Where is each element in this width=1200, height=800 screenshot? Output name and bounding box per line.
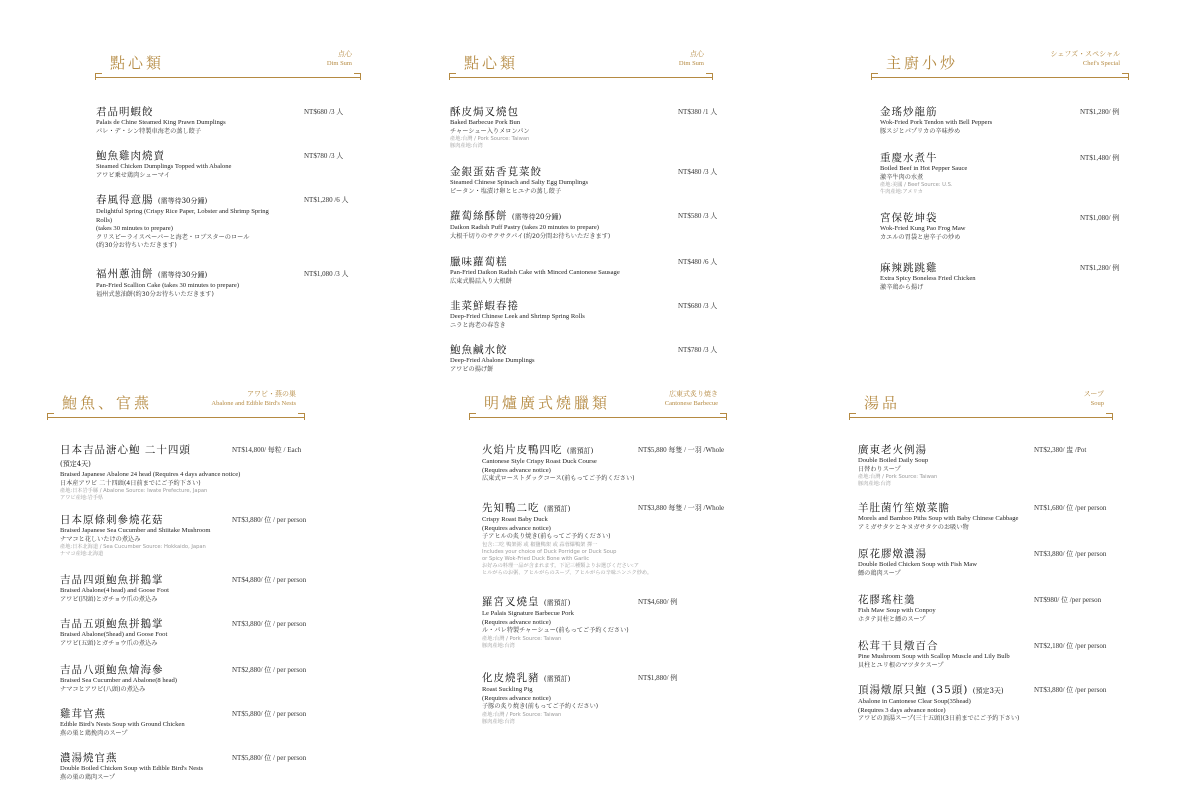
- item-japanese: チャーシュー入りメロンパン: [450, 127, 530, 135]
- section-header: [872, 50, 1128, 84]
- item-english-note: (Requires advance notice): [482, 694, 551, 702]
- section-abalone-birds-nest: [48, 390, 307, 790]
- item-english: Wok-Fried Pork Tendon with Bell Peppers: [880, 119, 993, 126]
- item-english: Le Palais Signature Barbecue Pork: [482, 610, 574, 617]
- section-header: [850, 390, 1112, 424]
- item-name: 羊肚菌竹笙燉菜膽: [858, 502, 950, 514]
- item-english: Wok-Fried Kung Pao Frog Maw: [880, 225, 966, 232]
- item-note: (需預訂): [543, 599, 571, 607]
- menu-item: [482, 444, 726, 484]
- section-title: 點心類: [110, 54, 165, 72]
- item-price: NT$3,880/ 位 /per person: [1034, 686, 1107, 694]
- item-english-note: (Requires advance notice): [482, 466, 551, 474]
- item-origin-jp: 豚肉産地:台湾: [858, 481, 891, 487]
- item-japanese: ナマコと花しいたけの煮込み: [60, 535, 141, 543]
- item-origin-jp: ナマコ産地:北海道: [60, 551, 104, 557]
- ornament-rule: [872, 77, 1128, 78]
- section-header: [96, 50, 360, 84]
- item-price: NT$480 /3 人: [678, 168, 718, 176]
- item-origin: 產地:日本北海道 / Sea Cucumber Source: Hokkaido, Japan: [60, 544, 206, 550]
- section-subtitle-jp: スープ: [1083, 390, 1104, 398]
- item-japanese: 子豚の炙り焼き(前もってご予約ください): [482, 703, 599, 710]
- item-name: 蘿蔔絲酥餅: [450, 210, 508, 222]
- menu-item: [450, 166, 718, 196]
- item-english-note: (takes 30 minutes to prepare): [96, 225, 173, 232]
- menu-item: [858, 640, 1112, 670]
- item-english: Crispy Roast Baby Duck: [482, 516, 548, 523]
- item-price: NT$380 /1 人: [678, 108, 718, 116]
- item-japanese: 日替わりスープ: [858, 465, 901, 473]
- item-name: 春風得意腸: [96, 194, 154, 206]
- item-price: NT$980/ 位 /per person: [1034, 596, 1102, 604]
- item-japanese: アワビの頂湯スープ(三十五頭)(3日前までにご予約下さい): [858, 715, 1020, 722]
- item-name: 日本原條刺參燒花菇: [60, 514, 164, 526]
- item-price: NT$5,880/ 位 / per person: [232, 754, 307, 762]
- menu-item: [60, 444, 304, 502]
- section-subtitle-en: Cantonese Barbecue: [664, 400, 718, 407]
- item-japanese: アワビ(五頭)とガチョウ爪の煮込み: [60, 639, 158, 647]
- menu-item: [450, 256, 718, 286]
- item-price: NT$1,680/ 位 /per person: [1034, 504, 1107, 512]
- item-note: (預定4天): [60, 460, 91, 468]
- item-price: NT$5,880/ 位 / per person: [232, 710, 307, 718]
- item-name: 頂湯燉原只鮑 (35頭): [858, 684, 969, 696]
- item-japanese: 大根千切りのサクサクパイ(約20分間お待ちいただきます): [450, 232, 611, 240]
- item-name: 日本吉品溏心鮑 二十四頭: [60, 444, 191, 456]
- section-soup: [850, 390, 1112, 750]
- item-japanese: ナマコとアワビ(八頭)の煮込み: [60, 685, 146, 693]
- item-name: 金瑤炒龍筋: [880, 106, 938, 118]
- item-english: Delightful Spring (Crispy Rice Paper, Lobster and Shrimp Spring Rolls): [96, 208, 269, 224]
- item-price: NT$4,680/ 例: [638, 598, 678, 606]
- menu-item: [872, 212, 1128, 242]
- menu-item: [96, 150, 360, 180]
- item-origin: 產地:台灣 / Pork Source: Taiwan: [482, 635, 562, 642]
- item-note: (需等待30分鐘): [157, 197, 208, 205]
- item-name: 重慶水煮牛: [880, 152, 938, 164]
- item-price: NT$2,180/ 位 /per person: [1034, 642, 1107, 650]
- item-price: NT$3,880/ 位 / per person: [232, 516, 307, 524]
- item-english: Deep-Fried Chinese Leek and Shrimp Spring Rolls: [450, 313, 585, 320]
- item-name: 廣東老火例湯: [858, 444, 927, 456]
- item-english: Extra Spicy Boneless Fried Chicken: [880, 275, 976, 282]
- item-includes-jp-2: ヒルがらのお粥、アヒルがらのスープ、アヒルがらの辛味ニンニク炒め。: [482, 569, 653, 576]
- item-origin: 產地:日本岩手縣 / Abalone Source: Iwate Prefecture, Japan: [60, 488, 208, 494]
- menu-item: [60, 514, 307, 558]
- item-english: Pan-Fried Scallion Cake (takes 30 minutes to prepare): [96, 282, 240, 289]
- menu-item: [96, 194, 360, 251]
- item-origin-jp: 豚肉産地:台湾: [482, 718, 515, 725]
- item-price: NT$780 /3 人: [678, 346, 718, 354]
- item-price: NT$480 /6 人: [678, 258, 718, 266]
- item-price: NT$2,880/ 位 / per person: [232, 666, 307, 674]
- item-note: (需預訂): [566, 447, 594, 455]
- menu-item: [450, 344, 718, 374]
- item-english: Edible Bird's Nests Soup with Ground Chicken: [60, 721, 185, 728]
- item-name: 吉品五頭鮑魚拼鵝掌: [60, 618, 164, 630]
- item-name: 君品明蝦餃: [96, 106, 154, 118]
- menu-item: [482, 596, 726, 650]
- menu-item: [482, 672, 726, 726]
- item-japanese: ル・パレ特製チャーシュー(前もってご予約ください): [482, 627, 629, 634]
- item-english: Cantonese Style Crispy Roast Duck Course: [482, 458, 597, 465]
- item-origin: 產地:台灣 / Pork Source: Taiwan: [482, 711, 562, 718]
- item-english: Braised Abalone(4 head) and Goose Foot: [60, 587, 169, 594]
- item-english: Morels and Bamboo Piths Soup with Baby Chinese Cabbage: [858, 515, 1019, 522]
- item-price: NT$1,280/ 例: [1080, 264, 1120, 272]
- menu-item: [450, 106, 718, 150]
- item-name: 福州蔥油餅: [96, 268, 154, 280]
- menu-item: [60, 618, 307, 648]
- item-price: NT$4,880/ 位 / per person: [232, 576, 307, 584]
- item-price: NT$2,380/ 盅 /Pot: [1034, 446, 1087, 454]
- item-english: Steamed Chinese Spinach and Salty Egg Dumplings: [450, 179, 589, 186]
- item-name: 吉品八頭鮑魚燴海參: [60, 664, 164, 676]
- ornament-rule: [470, 417, 726, 418]
- item-english-note: (Requires 3 days advance notice): [858, 706, 946, 714]
- section-header: [48, 390, 304, 424]
- item-name: 麻辣跳跳雞: [880, 262, 938, 274]
- item-name: 花膠瑤柱羹: [858, 594, 916, 606]
- section-header: [470, 390, 726, 424]
- menu-item: [450, 300, 718, 330]
- item-japanese: 鰾の鶏肉スープ: [858, 569, 901, 577]
- section-subtitle-en: Dim Sum: [326, 60, 352, 67]
- item-japanese: クリスピーライスペーパーと海老・ロブスターのロール: [96, 233, 250, 241]
- section-subtitle-en: Chef's Special: [1082, 60, 1120, 67]
- menu-item: [858, 444, 1112, 488]
- item-origin-jp: 牛肉産地:アメリカ: [880, 189, 923, 195]
- menu-item: [60, 708, 307, 738]
- item-english: Palais de Chine Steamed King Prawn Dumplings: [96, 119, 226, 126]
- item-name: 先知鴨二吃: [482, 502, 540, 514]
- item-english: Braised Sea Cucumber and Abalone(8 head): [60, 677, 178, 684]
- item-english: Pine Mushroom Soup with Scallop Muscle and Lily Bulb: [858, 653, 1010, 660]
- item-includes: 包含:二吃 鴨架粥 或 椒鹽鴨架 或 蒜蓉爆鴨架 擇一: [482, 541, 598, 548]
- item-price: NT$1,280 /6 人: [304, 196, 349, 204]
- item-japanese: 福州式葱油餅(約30分お待ちいただきます): [96, 290, 214, 298]
- section-chefs-special: [872, 50, 1128, 310]
- item-japanese: 日本産アワビ 二十四頭(4日前までにご予約下さい): [60, 479, 201, 487]
- menu-item: [872, 152, 1128, 196]
- section-dimsum-1: [96, 50, 360, 350]
- item-japanese: 激辛鶏から揚げ: [880, 283, 924, 291]
- item-price: NT$1,880/ 例: [638, 674, 678, 682]
- item-includes-en-2: or Spicy Wok-Fried Duck Bone with Garlic: [482, 555, 590, 562]
- item-japanese: 燕の巣と鶏挽肉のスープ: [60, 729, 128, 737]
- item-english: Pan-Fried Daikon Radish Cake with Minced Cantonese Sausage: [450, 269, 620, 276]
- item-english: Braised Abalone(5head) and Goose Foot: [60, 631, 168, 638]
- item-name: 雞茸官燕: [60, 708, 106, 720]
- item-note: (需預訂): [543, 505, 571, 513]
- item-english: Daikon Radish Puff Pastry (takes 20 minutes to prepare): [450, 224, 599, 231]
- ornament-rule: [850, 417, 1112, 418]
- item-origin-jp: 豚肉産地:台湾: [450, 143, 483, 149]
- item-name: 金銀蛋菇香莧菜餃: [450, 166, 542, 178]
- section-subtitle-en: Dim Sum: [678, 60, 704, 67]
- section-subtitle-jp: アワビ・燕の巣: [247, 390, 296, 398]
- section-title: 明爐廣式燒臘類: [484, 394, 611, 412]
- item-price: NT$680 /3 人: [678, 302, 718, 310]
- item-english: Braised Japanese Abalone 24 head (Requires 4 days advance notice): [60, 471, 241, 478]
- item-japanese: 燕の巣の鶏肉スープ: [60, 773, 116, 781]
- item-origin-jp: 豚肉産地:台湾: [482, 642, 515, 649]
- item-origin: 產地:台灣 / Pork Source: Taiwan: [450, 136, 530, 142]
- item-price: NT$1,480/ 例: [1080, 154, 1120, 162]
- item-english: Double Boiled Chicken Soup with Edible Bird's Nests: [60, 765, 204, 772]
- section-title: 湯品: [864, 394, 901, 412]
- item-note: (需等待20分鐘): [511, 213, 562, 221]
- section-title: 點心類: [464, 54, 519, 72]
- section-title: 鮑魚、官燕: [62, 394, 153, 412]
- item-japanese: アミガサタケとキヌガサタケのお吸い物: [858, 523, 969, 531]
- item-english: Braised Japanese Sea Cucumber and Shiitake Mushroom: [60, 527, 211, 534]
- item-english-note: (Requires advance notice): [482, 618, 551, 626]
- section-subtitle-en: Abalone and Edible Bird's Nests: [211, 400, 296, 407]
- item-note: (需預訂): [543, 675, 571, 683]
- item-name: 酥皮焗叉燒包: [450, 106, 519, 118]
- item-japanese: カエルの胃袋と唐辛子の炒め: [880, 233, 961, 241]
- item-english: Double Boiled Daily Soup: [858, 457, 929, 464]
- item-japanese: 豚スジとパプリカの辛味炒め: [880, 127, 961, 135]
- section-dimsum-2: [450, 50, 718, 380]
- menu-item: [450, 210, 718, 241]
- item-origin: 產地:美國 / Beef Source: U.S.: [880, 182, 953, 188]
- item-name: 臘味蘿蔔糕: [450, 256, 508, 268]
- ornament-rule: [96, 77, 360, 78]
- item-name: 吉品四頭鮑魚拼鵝掌: [60, 574, 164, 586]
- item-price: NT$1,080/ 例: [1080, 214, 1120, 222]
- item-english: Fish Maw Soup with Conpoy: [858, 607, 936, 614]
- item-japanese: アワビ乗せ鶏肉シューマイ: [96, 171, 171, 179]
- item-price: NT$580 /3 人: [678, 212, 718, 220]
- section-subtitle-jp: 点心: [690, 50, 704, 58]
- item-name: 化皮燒乳豬: [482, 672, 540, 684]
- item-japanese: 子アヒルの炙り焼き(前もってご予約ください): [482, 533, 611, 540]
- section-title: 主廚小炒: [886, 54, 959, 72]
- menu-item: [858, 502, 1112, 532]
- item-japanese: ピータン・塩漬け卵とヒユナの蒸し餃子: [450, 187, 562, 195]
- menu-item: [858, 684, 1112, 724]
- section-cantonese-barbecue: [470, 390, 726, 750]
- item-english-note: (Requires advance notice): [482, 524, 551, 532]
- item-name: 原花膠燉濃湯: [858, 548, 927, 560]
- menu-item: [858, 548, 1112, 578]
- item-japanese: 貝柱とユリ根のマツタケスープ: [858, 661, 944, 669]
- item-japanese: アワビ(四頭)とガチョウ爪の煮込み: [60, 595, 158, 603]
- section-header: [450, 50, 712, 84]
- item-english: Deep-Fried Abalone Dumplings: [450, 357, 535, 364]
- item-english: Boiled Beef in Hot Pepper Sauce: [880, 165, 968, 172]
- menu-item: [60, 752, 307, 782]
- item-origin-jp: アワビ産地:岩手県: [60, 495, 104, 501]
- item-english: Baked Barbecue Pork Bun: [450, 119, 521, 126]
- item-english: Double Boiled Chicken Soup with Fish Maw: [858, 561, 978, 568]
- item-japanese: ホタテ貝柱と鰾のスープ: [858, 615, 926, 623]
- item-japanese-note: (約30分お待ちいただきます): [96, 242, 177, 249]
- item-name: 韭菜鮮蝦春捲: [450, 300, 519, 312]
- ornament-rule: [450, 77, 712, 78]
- menu-item: [482, 502, 726, 577]
- item-price: NT$5,880 每隻 / 一羽 /Whole: [638, 446, 725, 454]
- item-note: (預定3天): [972, 687, 1004, 695]
- menu-item: [60, 574, 307, 604]
- menu-item: [60, 664, 307, 694]
- item-includes-jp: お好みの料理一品が含まれます。下記三種類よりお選びください:ア: [482, 562, 639, 569]
- item-english: Roast Suckling Pig: [482, 686, 533, 693]
- item-price: NT$3,880/ 位 /per person: [1034, 550, 1107, 558]
- item-name: 鮑魚鹹水餃: [450, 344, 508, 356]
- item-english: Steamed Chicken Dumplings Topped with Abalone: [96, 163, 232, 170]
- menu-item: [872, 262, 1128, 292]
- section-subtitle-jp: 点心: [338, 50, 352, 58]
- item-name: 鮑魚雞肉燒賣: [96, 150, 165, 162]
- item-japanese: アワビの揚げ餅: [450, 365, 494, 373]
- item-price: NT$680 /3 人: [304, 108, 344, 116]
- item-note: (需等待30分鐘): [157, 271, 208, 279]
- item-price: NT$1,280/ 例: [1080, 108, 1120, 116]
- menu-item: [858, 594, 1112, 624]
- item-japanese: 広東式腸詰入り大根餅: [450, 277, 512, 285]
- item-origin: 產地:台灣 / Pork Source: Taiwan: [858, 474, 938, 480]
- item-price: NT$780 /3 人: [304, 152, 344, 160]
- menu-item: [96, 268, 360, 299]
- ornament-rule: [48, 417, 304, 418]
- item-price: NT$3,880 每隻 / 一羽 /Whole: [638, 504, 725, 512]
- menu-item: [96, 106, 360, 136]
- item-name: 宮保乾坤袋: [880, 212, 938, 224]
- item-price: NT$1,080 /3 人: [304, 270, 349, 278]
- item-japanese: 激辛牛肉の水煮: [880, 173, 924, 181]
- item-name: 火焰片皮鴨四吃: [482, 444, 563, 456]
- item-price: NT$3,880/ 位 / per person: [232, 620, 307, 628]
- item-name: 羅宮叉燒皇: [482, 596, 540, 608]
- item-japanese: ニラと海老の春巻き: [450, 321, 506, 329]
- section-subtitle-en: Soup: [1090, 400, 1104, 407]
- item-includes-en: Includes your choice of Duck Porridge or Duck Soup: [482, 548, 617, 555]
- section-subtitle-jp: 広東式炙り焼き: [669, 390, 718, 398]
- item-japanese: 広東式ローストダックコース(前もってご予約ください): [482, 475, 635, 482]
- item-english: Abalone in Cantonese Clear Soup(35head): [858, 698, 971, 705]
- item-japanese: パレ・デ・シン特製車海老の蒸し餃子: [96, 127, 202, 135]
- section-subtitle-jp: シェフズ・スペシャル: [1050, 50, 1120, 58]
- item-price: NT$14,800/ 每粒 / Each: [232, 446, 302, 454]
- item-name: 濃湯燒官燕: [60, 752, 118, 764]
- menu-item: [872, 106, 1128, 136]
- item-name: 松茸干貝燉百合: [858, 640, 939, 652]
